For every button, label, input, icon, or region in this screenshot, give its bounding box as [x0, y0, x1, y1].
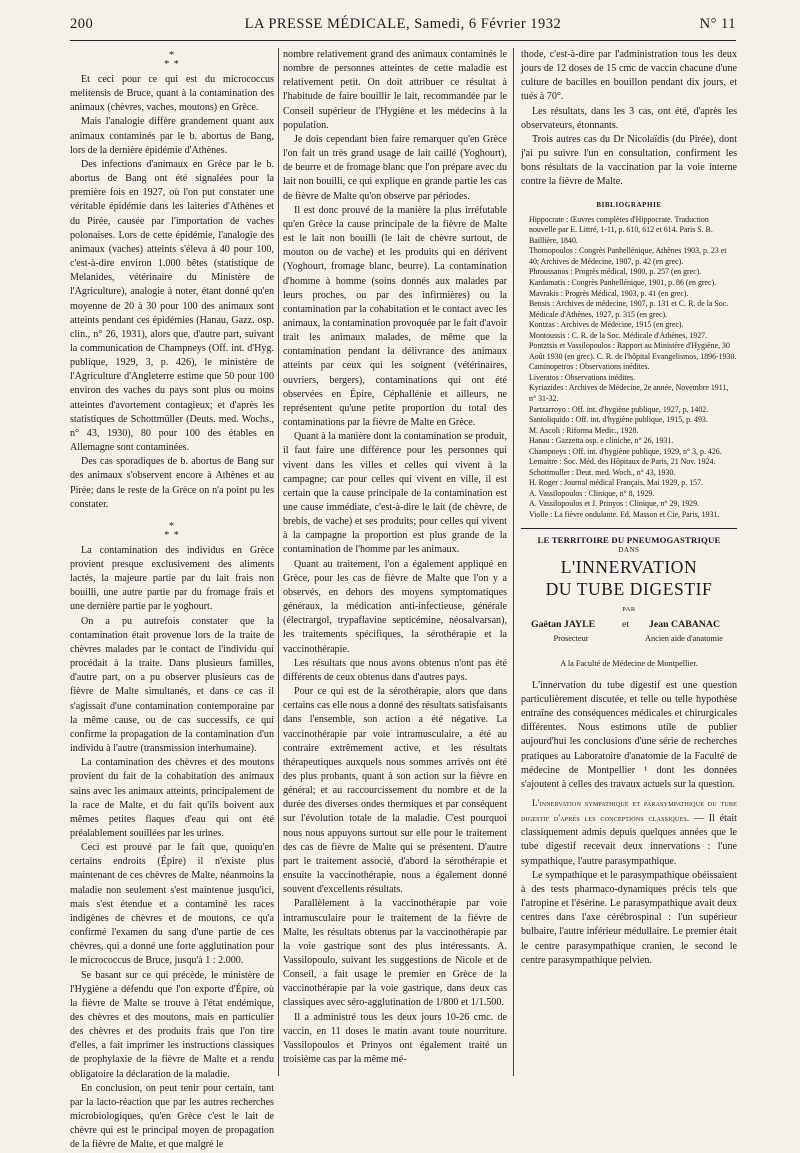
bibliography-entry: Violle : La fièvre ondulante. Ed. Masson et Cie, Paris, 1931.	[529, 510, 720, 520]
paragraph: Parallèlement à la vaccinothérapie par voie intramusculaire pour le traitement de la fièvre de Malte, les résultats obtenus par la vaccinothérapie par la voie gastrique sont des plus intéressants. A. Vassilopoulo, suivant les suggestions de Nicole et de Conseil, a fait usage le premier en Grèce de la vaccinothérapie par la voie gastrique, dans deux cas classiques avec séro-agglutination de 1/800 et 1/1.500.	[283, 898, 507, 1009]
paragraph: Quant à la manière dont la contamination se produit, il faut faire une différence pour les personnes qui vivent dans les villes et celles qui vivent à la campagne; car pour celles qui vivent en ville, il est certain que la cause principale de la contamination est une cause immédiate, c'est-à-dire le lait (de chèvre, de brebis, de vache) et ses produits; pour celles qui vivent à la campagne la proportion est plus grande de la contamination de l'homme par les animaux.	[283, 431, 507, 556]
bibliography-entry: Champneys : Off. int. d'hygiène publique, 1929, n° 3, p. 426.	[529, 446, 722, 456]
paragraph: Se basant sur ce qui précède, le ministère de l'Hygiène a défendu que l'on exporte d'Épire, où la fièvre de Malte se trouve à l'état endémique, des chèvres et des moutons, mais en particulier des chèvres et des produits frais que l'on tire d'elles, a fait imprimer les instructions classiques de prophylaxie de la fièvre de Malte et a rendu obligatoire la déclaration de la maladie.	[70, 969, 274, 1080]
bibliography-entry: Bensis : Archives de médecine, 1907, p. 131 et C. R. de la Soc. Médicale d'Athènes, 1927, p. 315 (en grec).	[529, 299, 729, 319]
bibliography-entry: Phroussanos : Progrès médical, 1900, p. 257 (en grec).	[529, 267, 702, 277]
paragraph: Je dois cependant bien faire remarquer qu'en Grèce l'on fait un très grand usage de lait caillé (Yoghourt), de beurre et de fromage blanc que l'on prépare avec du lait non bouilli, ce qui explique en grande partie les cas de fièvre de Malte qu'on observe par périodes.	[283, 133, 507, 202]
paragraph: Et ceci pour ce qui est du micrococcus melitensis de Bruce, quant à la contamination des animaux (chèvres, vaches, moutons) en Grèce.	[70, 74, 274, 114]
paragraph: Il a administré tous les deux jours 10-26 cmc. de vaccin, en 11 doses le matin avant toute nourriture. Vassilopoulos et Prinyos ont également traité un troisième cas par la même mé-	[283, 1011, 507, 1066]
bibliography-entry: Hanau : Gazzetta osp. e cliniche, n° 26, 1931.	[529, 436, 674, 446]
authors	[521, 615, 737, 633]
article-par: PAR	[622, 605, 636, 613]
author-conjunction: et	[622, 618, 630, 630]
bibliography-entry: A. Vassilopoulos : Clinique, n° 8, 1929.	[529, 488, 655, 498]
section-rule	[521, 528, 737, 529]
bibliography-entry: A. Vassilopoulos et J. Prinyos : Clinique, n° 29, 1929.	[529, 499, 700, 509]
bibliography-entry: Liveratos : Observations inédites.	[529, 372, 636, 382]
paragraph: nombre relativement grand des animaux contaminés le nombre de personnes atteintes de cette maladie est relativement petit. On doit attribuer ce résultat à l'habitude de faire bouillir le lait, recommandée par le Conseil supérieur de l'Hygiène et les médecins à la population.	[283, 49, 507, 131]
paragraph: Ceci est prouvé par le fait que, quoiqu'en certains endroits (Épire) il n'existe plus maintenant de ces chèvres de Malte, néanmoins la maladie non seulement s'est maintenue jusqu'ici, mais s'est étendue et a contaminé les races indigènes de chèvres et de moutons, ce qu'a confirmé l'examen du sang d'une partie de ces chèvres, qui a donné une forte agglutination pour le micrococcus de Bruce, jusqu'à 1 : 2.000.	[70, 842, 274, 967]
faculty-line: A la Faculté de Médecine de Montpellier.	[560, 658, 698, 668]
column-divider	[278, 48, 279, 1076]
paragraph: Les résultats, dans les 3 cas, ont été, d'après les observateurs, étonnants.	[521, 105, 737, 131]
bibliography-entry: M. Ascoli : Riforma Medic., 1928.	[529, 425, 639, 435]
bibliography	[521, 215, 737, 521]
section-separator-stars: * * *	[164, 520, 180, 541]
paragraph: On a pu autrefois constater que la contamination était provenue lors de la traite de chèvres malades par le contact de l'individu qui procédait à la traite. Dans plusieurs familles, d'autre part, on a pu observer plusieurs cas de fièvre de Malte simultanés, et dans ce cas il s'agissait d'une contamination contemporaine par la même cause, ou de cas successifs, ce qui confirme la propagation de la contamination d'un individu à l'autre (transmission interhumaine).	[70, 615, 274, 755]
paragraph: thode, c'est-à-dire par l'administration tous les deux jours de 12 doses de 15 cmc de vaccin chacune d'une culture de bacilles en bouillon pendant dix jours, et tués à 70°.	[521, 49, 737, 103]
bibliography-entry: Hippocrate : Œuvres complètes d'Hippocrate. Traduction nouvelle par E. Littré, 1-11, p. 610, 612 et 614. Paris S. B. Baillière, 1840.	[529, 214, 713, 245]
issue-number: N° 11	[699, 16, 736, 32]
bibliography-title: BIBLIOGRAPHIE	[596, 200, 662, 209]
page-number: 200	[70, 16, 94, 32]
journal-name: LA PRESSE MÉDICALE	[244, 16, 406, 32]
bibliography-entry: Kardamatis : Congrès Panhellénique, 1901, p. 86 (en grec).	[529, 278, 717, 287]
bibliography-entry: Montoussis : C. R. de la Soc. Médicale d'Athènes, 1927.	[529, 330, 708, 340]
subsection-text: — Il était classiquement admis depuis quelques années que le tube digestif recevait deux innervations : l'une sympathique, l'autre parasympathique.	[521, 813, 737, 867]
article-title-line1: L'INNERVATION	[560, 556, 698, 577]
article-subsection	[521, 796, 737, 869]
bibliography-entry: Mavrakis : Progrès Médical, 1903, p. 41 (en grec).	[529, 288, 689, 298]
bibliography-entry: Pontztsis et Vassilopoulos : Rapport au Ministère d'Hygiène, 30 Août 1930 (en grec). C. R. de l'hôpital Evangelismos, 1896-1930.	[529, 341, 737, 361]
article-intro: L'innervation du tube digestif est une question particulièrement discutée, et telle ou telle hypothèse entraîne des conséquences médicales et chirurgicales différentes. Nous estimons utile de publier aujourd'hui les conclusions d'une série de recherches pratiques au Laboratoire d'anatomie de la Faculté de médecine de Montpellier ¹ dont les données s'ajoutent à celles des travaux actuels sur la question.	[521, 679, 737, 790]
column-1	[70, 48, 274, 1151]
author-1: Gaëtan JAYLE	[531, 618, 596, 630]
affiliation-1: Prosecteur	[553, 633, 589, 643]
bibliography-entry: Partzarroyo : Off. int. d'hygiène publique, 1927, p. 1402.	[529, 404, 709, 414]
paragraph: Mais l'analogie diffère grandement quant aux animaux contaminés par le b. abortus de Bang, lors de la dernière épidémie d'Athènes.	[70, 116, 274, 156]
paragraph: Il est donc prouvé de la manière la plus irréfutable qu'en Grèce la cause principale de la fièvre de Malte est le lait non bouilli (le lait de chèvre surtout, de mouton ou de vache) et les produits qui en dérivent (Yoghourt, fromage blanc, beurre). La contamination d'homme à homme (soins donnés aux malades par leurs proches, ou par des infirmières) ou la contamination par la cohabitation et le contact avec les animaux, la contamination provoquée par le fait d'avoir trait les animaux malades, de même que la contamination pendant la délivrance des animaux atteints par ceux qui les soignent (vétérinaires, ouvriers, bergers), contaminations qui ont été observées en Épire, Céphallénie et ailleurs, ne représentent qu'une petite proportion du total des contaminations par la fièvre de Malte en Grèce.	[283, 204, 507, 429]
page-header	[70, 12, 736, 34]
paragraph: La contamination des chèvres et des moutons provient du fait de la cohabitation des animaux sains avec les animaux atteints, principalement de la race de Malte, et du fait qu'ils boivent aux mêmes petites flaques d'eau qui ont été préalablement souillées par les urines.	[70, 757, 274, 839]
bibliography-entry: Santoliquido : Off. int. d'hygiène publique, 1915, p. 493.	[529, 415, 708, 425]
paragraph: Des infections d'animaux en Grèce par le b. abortus de Bang ont été signalées pour la première fois en 1927, où l'on put constater une véritable épidémie dans les laiteries d'Athènes et du Pirée, causée par l'importation de vaches polonaises. Lors de cette épidémie, l'analogie des animaux (vaches) atteints s'éleva à 40 pour 100, c'est-à-dire environ 1.000 bêtes (statistique de Melanides, vétérinaire du Ministère de l'Agriculture), analogie à noter, étant donné qu'en moyenne de 20 à 30 pour 100 des animaux sont atteints pendant ces épidémies (Hanau, Gazz. osp. clin., n° 26, 1931), alors que, d'autre part, suivant la communication de Champneys (Off. int. d'Hyg. publique, 1929, 3, p. 426), le ministère de l'Agriculture d'Angleterre estime que 50 pour 100 environ des vaches du pays sont plus ou moins atteintes d'avortement contagieux; et d'après les statistiques de Schottmüller (Deuts. med. Wochs., n° 43, 1930), 80 pour 100 des étables en Allemagne sont contaminées.	[70, 158, 274, 454]
issue-date: Samedi, 6 Février 1932	[414, 16, 562, 32]
affiliations	[521, 633, 737, 657]
column-3	[521, 48, 737, 1076]
paragraph: Pour ce qui est de la sérothérapie, alors que dans certains cas elle nous a donné des résultats satisfaisants dans l'ensemble, son action a été négative. La vaccinothérapie par voie intramusculaire, a été au contraire extrêmement active, et les résultats thérapeutiques auxquels nous sommes arrivés ont été des plus probants, quant à son action sur la fièvre en général; et au raccourcissement du nombre et de la durée des diverses ondes thermiques et par conséquent sur l'évolution totale de la maladie. C'est pourquoi nous nous appuyons surtout sur elle pour le traitement des cas de fièvre de Malte qui se présentent. D'autre part le traitement associé, d'abord la sérothérapie et ensuite la vaccinothérapie, nous a également donné souvent d'excellents résultats.	[283, 686, 507, 896]
author-2: Jean CABANAC	[649, 618, 721, 630]
bibliography-entry: Kyriazides : Archives de Médecine, 2e année, Novembre 1911, n° 31-32.	[529, 383, 729, 404]
section-separator-stars: * * *	[164, 50, 180, 70]
article-dans: DANS	[618, 546, 640, 554]
paragraph: Les résultats que nous avons obtenus n'ont pas été différents de ceux obtenus dans d'autres pays.	[283, 657, 507, 683]
article-title-line2: DU TUBE DIGESTIF	[545, 578, 713, 599]
bibliography-entry: Caminopetros : Observations inédites.	[529, 362, 650, 372]
bibliography-entry: Schottmuller : Deut. med. Woch., n° 43, 1930.	[529, 467, 676, 477]
paragraph: La contamination des individus en Grèce provient presque exclusivement des aliments lactés, la majeure partie par du lait frais non bouilli, une autre partie par du fromage frais et une dernière partie par le yoghourt.	[70, 544, 274, 613]
paragraph: Le sympathique et le parasympathique obéissaient à des tests pharmaco-dynamiques précis tels que l'atropine et l'ésérine. Le parasympathique avait deux centres dans l'axe cérébrospinal : l'un supérieur bulbaire, l'autre inférieur médullaire. Le premier était le centre parasympathique cranien, le second le centre parasympathique pelvien.	[521, 869, 737, 966]
journal-masthead: LA PRESSE MÉDICALE, Samedi, 6 Février 1932	[244, 16, 562, 32]
article-supertitle: LE TERRITOIRE DU PNEUMOGASTRIQUE	[537, 534, 721, 545]
column-2	[283, 48, 507, 1076]
paragraph: Trois autres cas du Dr Nicolaïdis (du Pirée), dont j'ai pu suivre l'un en consultation, confirment les bons résultats de la vaccination par la voie interne contre la fièvre de Malte.	[521, 133, 737, 188]
affiliation-2: Ancien aide d'anatomie	[645, 633, 723, 643]
bibliography-entry: H. Roger : Journal médical Français, Mai 1929, p. 157.	[529, 478, 703, 488]
paragraph: Quant au traitement, l'on a également appliqué en Grèce, pour les cas de fièvre de Malte que l'on y a observés, en dehors des moyens symptomatiques généraux, la médication anti-infectieuse, générale (électrargol, trypaflavine septicémine, néosalvarsan), les traitements spécifiques, la sérothérapie et la vaccinothérapie.	[283, 558, 507, 655]
paragraph: Des cas sporadiques de b. abortus de Bang sur des animaux s'observent encore à Athènes et au Pirée; dans le reste de la Grèce on n'a point pu les constater.	[70, 456, 274, 510]
bibliography-entry: Lemaitre : Soc. Méd. des Hôpitaux de Paris, 21 Nov. 1924.	[529, 457, 716, 467]
paragraph: En conclusion, on peut tenir pour certain, tant par la lacto-réaction que par les autres recherches microbiologiques, qu'en Grèce c'est le lait de chèvre qui est le principal moyen de propagation de la fièvre de Malte, et que malgré le	[70, 1082, 274, 1151]
column-divider	[513, 48, 514, 1076]
bibliography-entry: Kontzas : Archives de Médecine, 1915 (en grec).	[529, 320, 684, 330]
subsection-heading: L'innervation sympathique et parasympathique du tube digestif d'après les conceptions classiques.	[521, 797, 737, 824]
bibliography-entry: Thomopoulos : Congrès Panhellénique, Athènes 1903, p. 23 et 40; Archives de Médecine, 1907, p. 42 (en grec).	[529, 246, 727, 266]
header-rule	[70, 40, 736, 41]
